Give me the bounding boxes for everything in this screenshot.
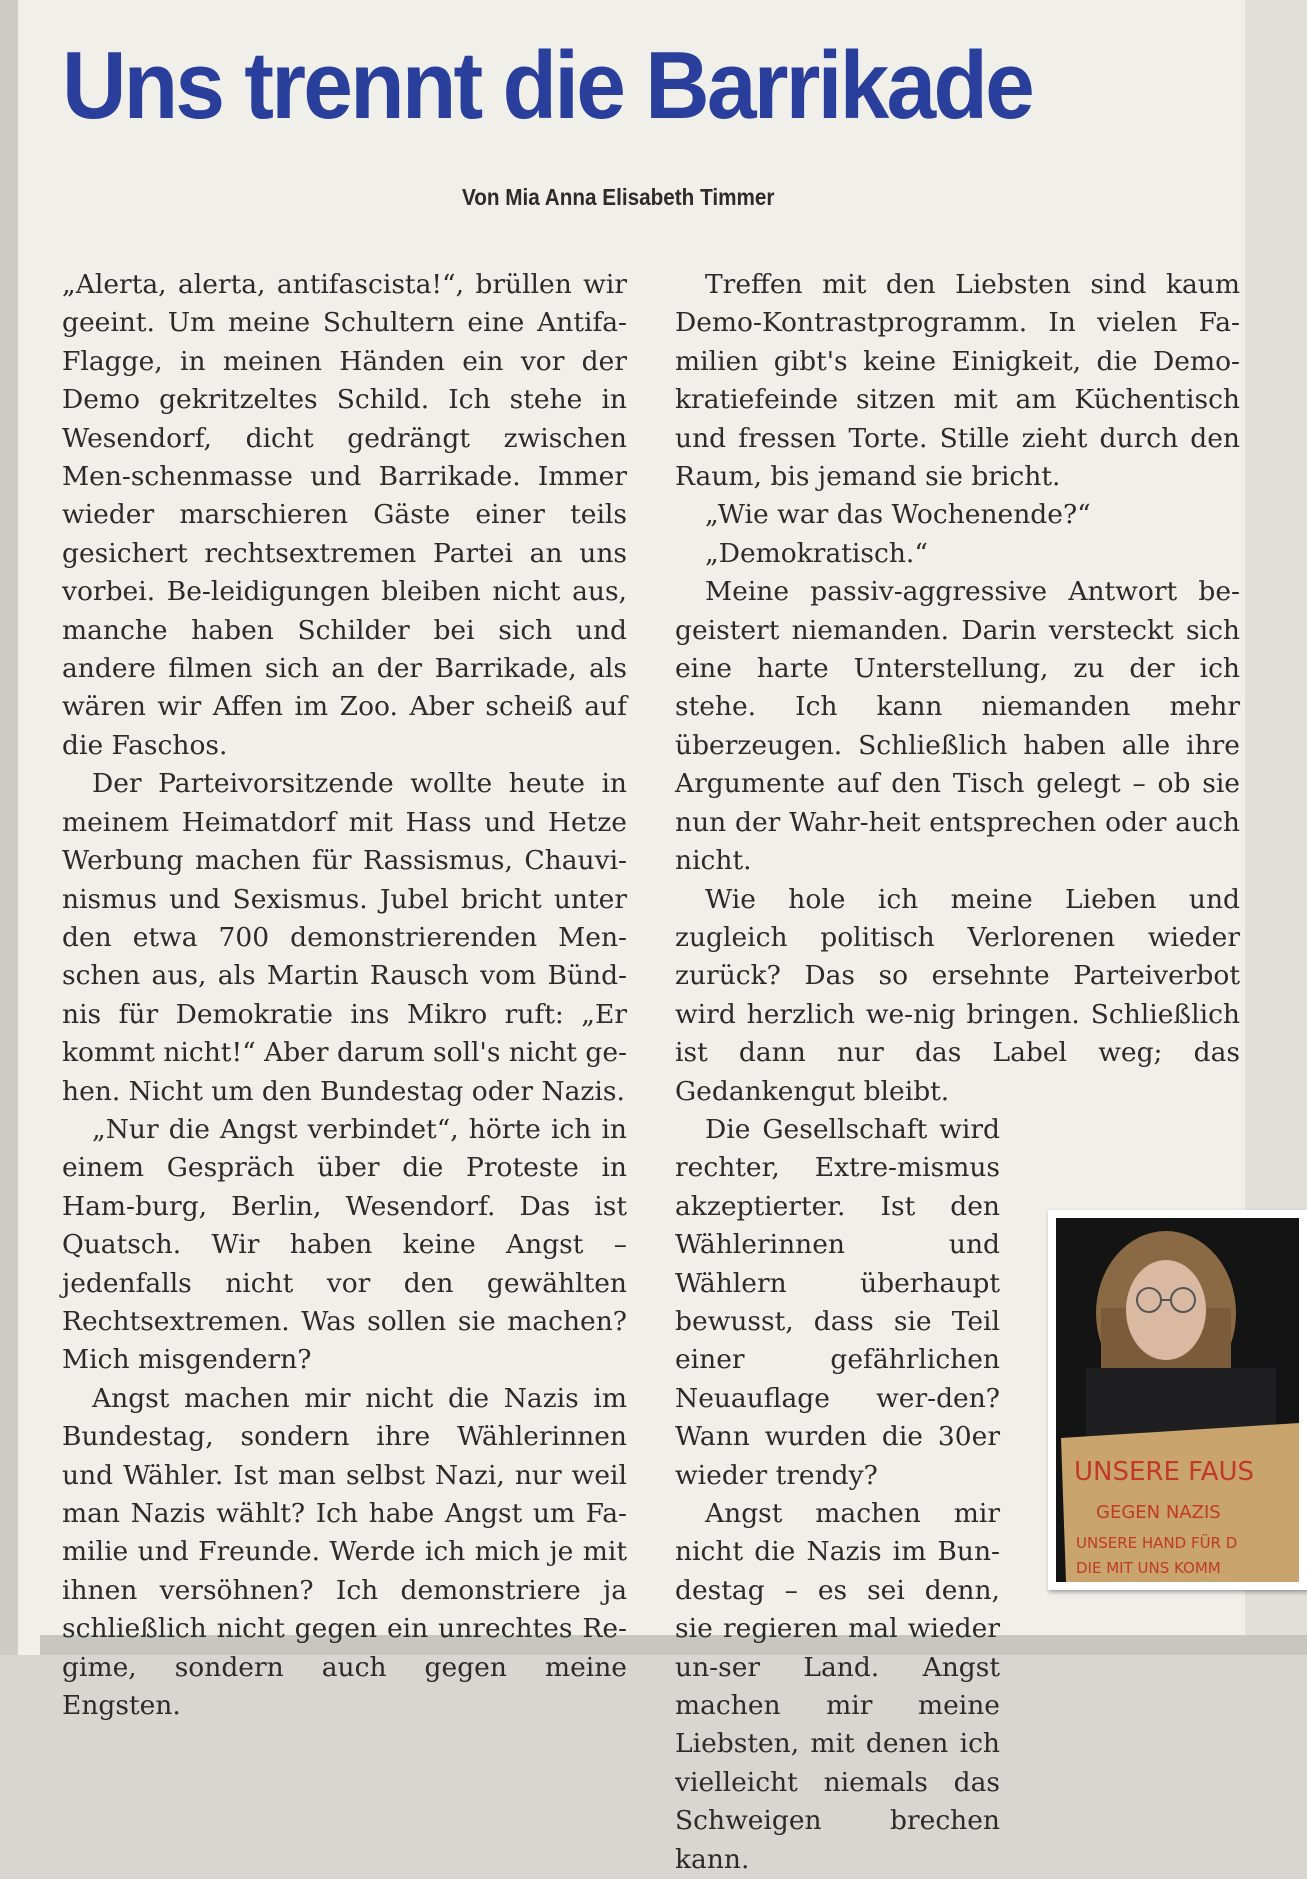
paragraph: Der Parteivorsitzende wollte heute in meinem Heimatdorf mit Hass und Hetze Werbung machen für Rassismus, Chauvi-nismus und Sexismus. Jubel bricht unter den etwa 700 demonstrierenden Men-schen aus, als Martin Rausch vom Bünd-nis für Demokratie ins Mikro ruft: „Er kommt nicht!“ Aber darum soll's nicht ge-hen. Nicht um den Bundestag oder Nazis. bbox=[62, 768, 627, 1107]
paragraph: Die Gesellschaft wird rechter, Extre-mismus akzeptierter. Ist den Wählerinnen und Wählern überhaupt bewusst, dass sie Teil einer gefährlichen Neuauflage wer-den? Wann wurden die 30er wieder trendy? bbox=[675, 1113, 1000, 1491]
protest-photo-image bbox=[1056, 1218, 1299, 1582]
paragraph: „Nur die Angst verbindet“, hörte ich in einem Gespräch über die Proteste in Ham-burg, Berlin, Wesendorf. Das ist Quatsch. Wir haben keine Angst – jedenfalls nicht vor den gewählten Rechtsextremen. Was sollen sie machen? Mich misgendern? bbox=[62, 1113, 627, 1376]
sign-text: GEGEN NAZIS bbox=[1096, 1502, 1221, 1523]
protest-photo bbox=[1048, 1210, 1307, 1590]
paragraph: Meine passiv-aggressive Antwort be-geistert niemanden. Darin versteckt sich eine harte Unterstellung, zu der ich stehe. Ich kann niemanden mehr überzeugen. Schließlich haben alle ihre Argumente auf den Tisch gelegt – ob sie nun der Wahr-heit entsprechen oder auch nicht. bbox=[675, 576, 1240, 877]
sign-text: UNSERE FAUS bbox=[1074, 1457, 1255, 1487]
dialogue-line: „Demokratisch.“ bbox=[705, 537, 928, 569]
article-column-left bbox=[62, 266, 627, 1725]
paragraph: „Alerta, alerta, antifascista!“, brüllen wir geeint. Um meine Schultern eine Antifa-Flagge, in meinen Händen ein vor der Demo gekritzeltes Schild. Ich stehe in Wesendorf, dicht gedrängt zwischen Men-schenmasse und Barrikade. Immer wieder marschieren Gäste einer teils gesichert rechtsextremen Partei an uns vorbei. Be-leidigungen bleiben nicht aus, manche haben Schilder bei sich und andere filmen sich an der Barrikade, als wären wir Affen im Zoo. Aber scheiß auf die Faschos. bbox=[62, 269, 627, 761]
paragraph: Treffen mit den Liebsten sind kaum Demo-Kontrastprogramm. In vielen Fa-milien gibt's keine Einigkeit, die Demo-kratiefeinde sitzen mit am Küchentisch und fressen Torte. Stille zieht durch den Raum, bis jemand sie bricht. bbox=[675, 269, 1240, 493]
dialogue-line: „Wie war das Wochenende?“ bbox=[705, 499, 1091, 531]
sign-text: UNSERE HAND FÜR D bbox=[1076, 1534, 1238, 1552]
paragraph: Wie hole ich meine Lieben und zugleich politisch Verlorenen wieder zurück? Das so ersehnte Parteiverbot wird herzlich we-nig bringen. Schließlich ist dann nur das Label weg; das Gedankengut bleibt. bbox=[675, 883, 1240, 1107]
article-column-right bbox=[675, 266, 1240, 1879]
paragraph: Angst machen mir nicht die Nazis im Bun-destag – es sei denn, sie regieren mal wieder un-ser Land. Angst machen mir meine Liebsten, mit denen ich vielleicht niemals das Schweigen brechen kann. bbox=[675, 1498, 1000, 1875]
byline: Von Mia Anna Elisabeth Timmer bbox=[462, 184, 775, 210]
paragraph: Angst machen mir nicht die Nazis im Bundestag, sondern ihre Wählerinnen und Wähler. Ist man selbst Nazi, nur weil man Nazis wählt? Ich habe Angst um Fa-milie und Freunde. Werde ich mich je mit ihnen versöhnen? Ich demonstriere ja schließlich nicht gegen ein unrechtes Re-gime, sondern auch gegen meine Engsten. bbox=[62, 1382, 627, 1722]
headline: Uns trennt die Barrikade bbox=[62, 32, 1032, 139]
sign-text: DIE MIT UNS KOMM bbox=[1076, 1559, 1221, 1577]
